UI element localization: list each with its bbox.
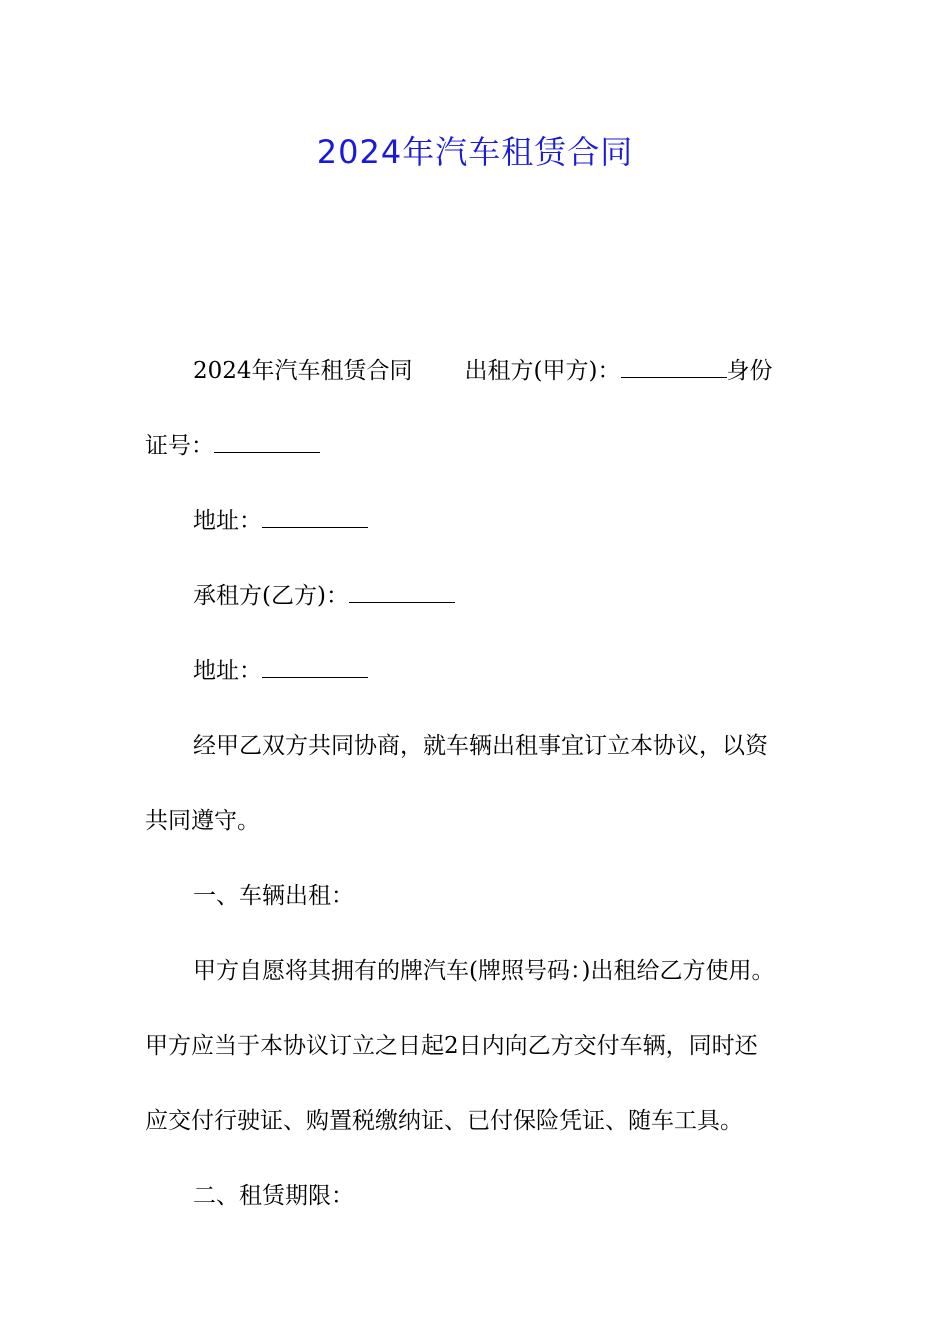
id-label-start: 身份 xyxy=(726,358,773,384)
document-body xyxy=(145,334,810,1234)
paragraph-rental-line-1: 甲方自愿将其拥有的牌汽车(牌照号码：)出租给乙方使用。 xyxy=(193,958,775,984)
paragraph-preamble-line-1: 经甲乙双方共同协商，就车辆出租事宜订立本协议，以资 xyxy=(193,733,768,759)
paragraph-lessor xyxy=(145,334,810,409)
paragraph-lessor-address xyxy=(145,484,810,559)
lessee-address-blank xyxy=(262,661,368,678)
id-label-end: 证号： xyxy=(145,433,214,459)
section-heading-lease-term: 二、租赁期限： xyxy=(193,1183,354,1209)
lessee-name-blank xyxy=(349,586,455,603)
paragraph-preamble-line-2: 共同遵守。 xyxy=(145,808,260,834)
lessor-label: 出租方(甲方)： xyxy=(464,358,621,384)
paragraph-rental-line-3: 应交付行驶证、购置税缴纳证、已付保险凭证、随车工具。 xyxy=(145,1108,743,1134)
lessor-address-blank xyxy=(262,511,368,528)
contract-name-text: 2024年汽车租赁合同 xyxy=(193,358,413,384)
paragraph-lessor-id xyxy=(145,409,810,484)
lessor-id-blank xyxy=(214,436,320,453)
paragraph-rental-line-2: 甲方应当于本协议订立之日起2日内向乙方交付车辆，同时还 xyxy=(145,1033,758,1059)
lessee-address-label: 地址： xyxy=(193,658,262,684)
lessor-address-label: 地址： xyxy=(193,508,262,534)
lessor-name-blank xyxy=(621,361,727,378)
lessee-label: 承租方(乙方)： xyxy=(193,583,349,609)
document-title: 2024年汽车租赁合同 xyxy=(316,133,634,171)
paragraph-lessee-address xyxy=(145,634,810,709)
paragraph-lessee xyxy=(145,559,810,634)
section-heading-vehicle-rental: 一、车辆出租： xyxy=(193,883,354,909)
